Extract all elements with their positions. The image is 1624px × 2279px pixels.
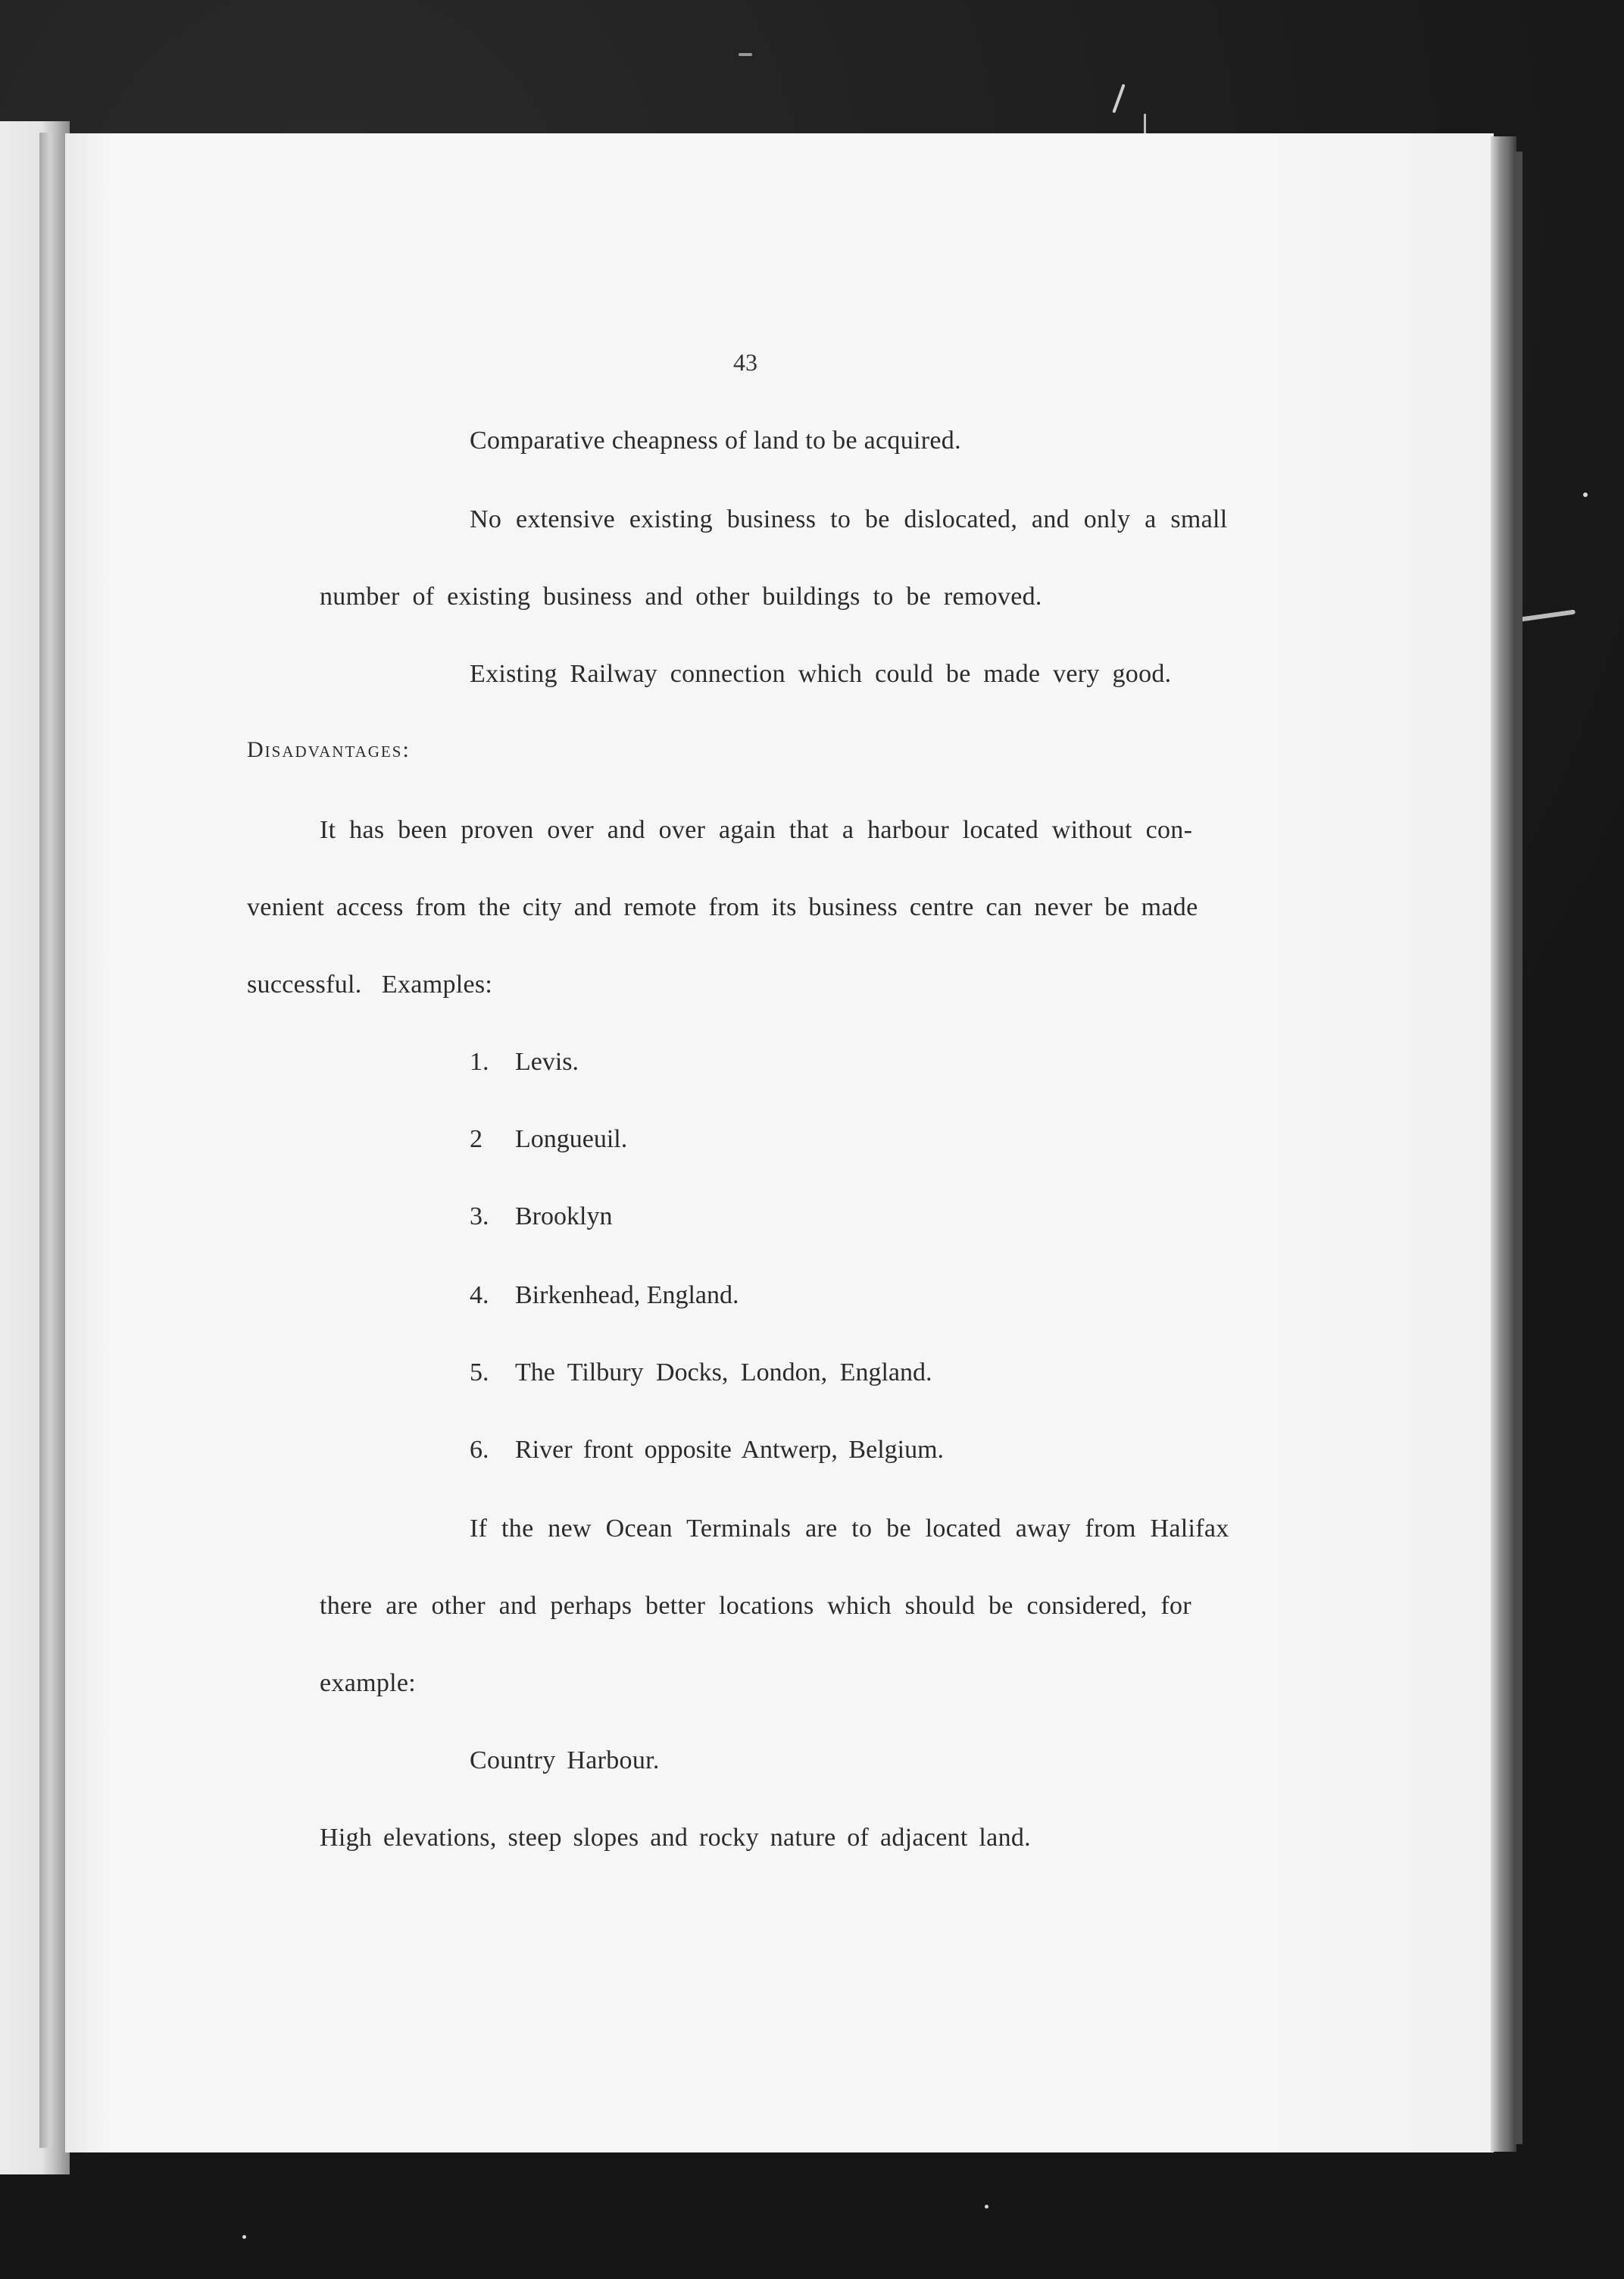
advantage-line: No extensive existing business to be dislocated, and only a small [470,505,1228,533]
list-item-text: Levis. [515,1048,579,1076]
list-item-text: Birkenhead, England. [515,1281,739,1309]
list-item [470,1202,612,1232]
advantage-line: number of existing business and other buildings to be removed. [320,583,1042,611]
dust-speck [242,2235,246,2239]
list-item-number: 1. [470,1048,489,1076]
list-item [470,1280,739,1311]
list-item-number: 3. [470,1202,489,1230]
list-item [470,1435,944,1465]
right-book-edge [1491,136,1516,2152]
advantage-line: Comparative cheapness of land to be acquired. [470,427,961,455]
list-item-number: 6. [470,1436,489,1464]
paragraph-line: It has been proven over and over again that a harbour located without con- [320,816,1193,844]
list-item-number: 2 [470,1125,483,1153]
dust-speck [1583,492,1588,497]
paragraph-line: there are other and perhaps better locations which should be considered, for [320,1592,1191,1620]
list-item-number: 4. [470,1281,489,1309]
disadvantages-heading: Disadvantages: [247,737,411,762]
location-title: Country Harbour. [470,1746,660,1774]
page-number: 43 [733,349,757,376]
list-item-number: 5. [470,1358,489,1386]
right-book-cover [1515,152,1522,2144]
paragraph-line: successful. Examples: [247,971,493,999]
list-item-text: The Tilbury Docks, London, England. [515,1358,932,1386]
location-description: High elevations, steep slopes and rocky nature of adjacent land. [320,1824,1031,1852]
dust-speck [739,53,752,56]
left-page-binding [39,133,65,2148]
dust-speck [985,2205,988,2209]
list-item [470,1047,579,1077]
advantage-line: Existing Railway connection which could be made very good. [470,660,1172,688]
paragraph-line: If the new Ocean Terminals are to be located away from Halifax [470,1515,1229,1543]
list-item-text: Brooklyn [515,1202,613,1230]
paragraph-line: venient access from the city and remote from its business centre can never be made [247,893,1198,921]
list-item [470,1124,627,1155]
paragraph-line: example: [320,1669,417,1697]
list-item [470,1358,932,1388]
list-item-text: Longueuil. [515,1125,628,1153]
list-item-text: River front opposite Antwerp, Belgium. [515,1436,945,1464]
